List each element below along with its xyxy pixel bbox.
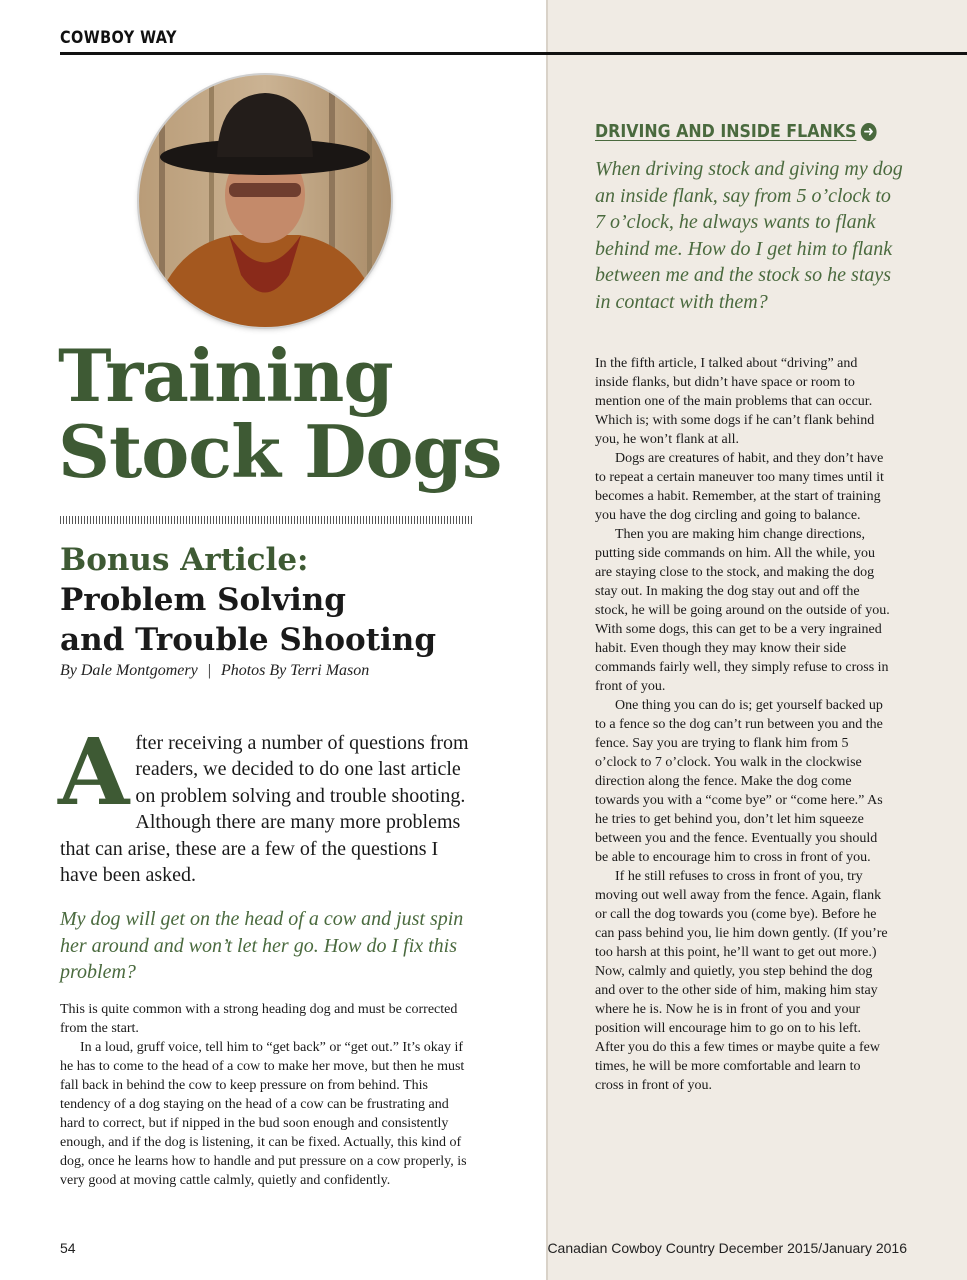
- answer-1-paragraph: In a loud, gruff voice, tell him to “get back” or “get out.” It’s okay if he has to come to the head of a cow to make her move, but then he must fall back in behind the cow to keep pressure on from behind. This tendency of a dog staying on the head of a cow can be frustrating and hard to correct, but if nipped in the bud soon enough and consistently enough, and if the dog is listening, it can be fixed. Actually, this kind of dog, once he learns how to handle and put pressure on a cow properly, is very good at moving cattle calmly, quietly and confidently.: [60, 1040, 467, 1188]
- section-label: COWBOY WAY: [60, 28, 177, 48]
- byline: [60, 662, 369, 680]
- title-line-1: Training: [58, 333, 393, 418]
- byline-photos: Photos By Terri Mason: [220, 662, 370, 679]
- sidebar-body: [595, 354, 891, 1095]
- article-subtitle: [60, 540, 530, 660]
- intro-text: fter receiving a number of questions from readers, we decided to do one last article on problem solving and trouble shooting. Although there are many more problems that can arise, these are a few of the questions I have been asked.: [60, 732, 469, 887]
- intro-paragraph: [58, 718, 480, 888]
- drop-cap: A: [58, 718, 130, 826]
- portrait-illustration: [139, 75, 391, 327]
- subtitle-line-3: and Trouble Shooting: [60, 622, 437, 658]
- answer-1-body: [60, 1000, 472, 1190]
- arrow-right-circle-icon: ➜: [861, 123, 877, 141]
- sidebar-paragraph: If he still refuses to cross in front of you, try moving out well away from the fence. Again, flank or call the dog towards you (come bye). Before he can pass behind you, lie him down gently. (If you’re too harsh at this point, he’ll want to get out more.) Now, calmly and quietly, you step behind the dog and over to the other side of him, making him stay where he is. Now he is in front of you and your position will encourage him to go on to his left. After you do this a few times or maybe quite a few times, he will be more comfortable and learn to cross in front of you.: [595, 869, 888, 1093]
- byline-separator: |: [207, 662, 211, 679]
- sidebar-paragraph: Then you are making him change directions, putting side commands on him. All the while, you are staying close to the stock, and making the dog stay out. In making the dog stay out and off the stock, he will be going around on the outside of you. With some dogs, this can get to be a very ingrained habit. Even though they may know their side commands fairly well, they simply refuse to cross in front of you.: [595, 527, 890, 694]
- sidebar-paragraph: Dogs are creatures of habit, and they don’t have to repeat a certain maneuver too many times until it becomes a habit. Remember, at the start of training you have the dog circling and going to balance.: [595, 451, 884, 523]
- header-rule: [60, 52, 967, 55]
- sidebar-question: When driving stock and giving my dog an inside flank, say from 5 o’clock to 7 o’clock, he always wants to flank behind me. How do I get him to flank between me and the stock so he stays in contact with them?: [595, 158, 903, 313]
- title-line-2: Stock Dogs: [58, 409, 502, 494]
- author-portrait: [139, 75, 391, 327]
- article-title: [58, 333, 502, 494]
- sidebar-heading-text: DRIVING AND INSIDE FLANKS: [595, 121, 857, 142]
- answer-1-paragraph: This is quite common with a strong heading dog and must be corrected from the start.: [60, 1002, 458, 1036]
- sidebar-paragraph: One thing you can do is; get yourself backed up to a fence so the dog can’t run between you and the fence. Say you are trying to flank him from 5 o’clock to 7 o’clock. You walk in the clockwise direction along the fence. Make the dog come towards you with a “come bye” or “come here.” As he tries to get behind you, don’t let him squeeze between you and the fence. Eventually you should be able to encourage him to cross in front of you.: [595, 698, 883, 865]
- subtitle-lead: Bonus Article:: [60, 542, 309, 578]
- page-number: 54: [60, 1240, 76, 1256]
- publication-footer: Canadian Cowboy Country December 2015/January 2016: [547, 1240, 907, 1256]
- title-divider: [60, 516, 474, 524]
- question-1: My dog will get on the head of a cow and just spin her around and won’t let her go. How do I fix this problem?: [60, 908, 464, 983]
- sidebar-paragraph: In the fifth article, I talked about “driving” and inside flanks, but didn’t have space or room to mention one of the main problems that can occur. Which is; with some dogs if he can’t flank behind you, he won’t flank at all.: [595, 356, 875, 447]
- byline-author: By Dale Montgomery: [60, 662, 198, 679]
- sidebar-heading: [595, 121, 877, 142]
- subtitle-line-2: Problem Solving: [60, 582, 346, 618]
